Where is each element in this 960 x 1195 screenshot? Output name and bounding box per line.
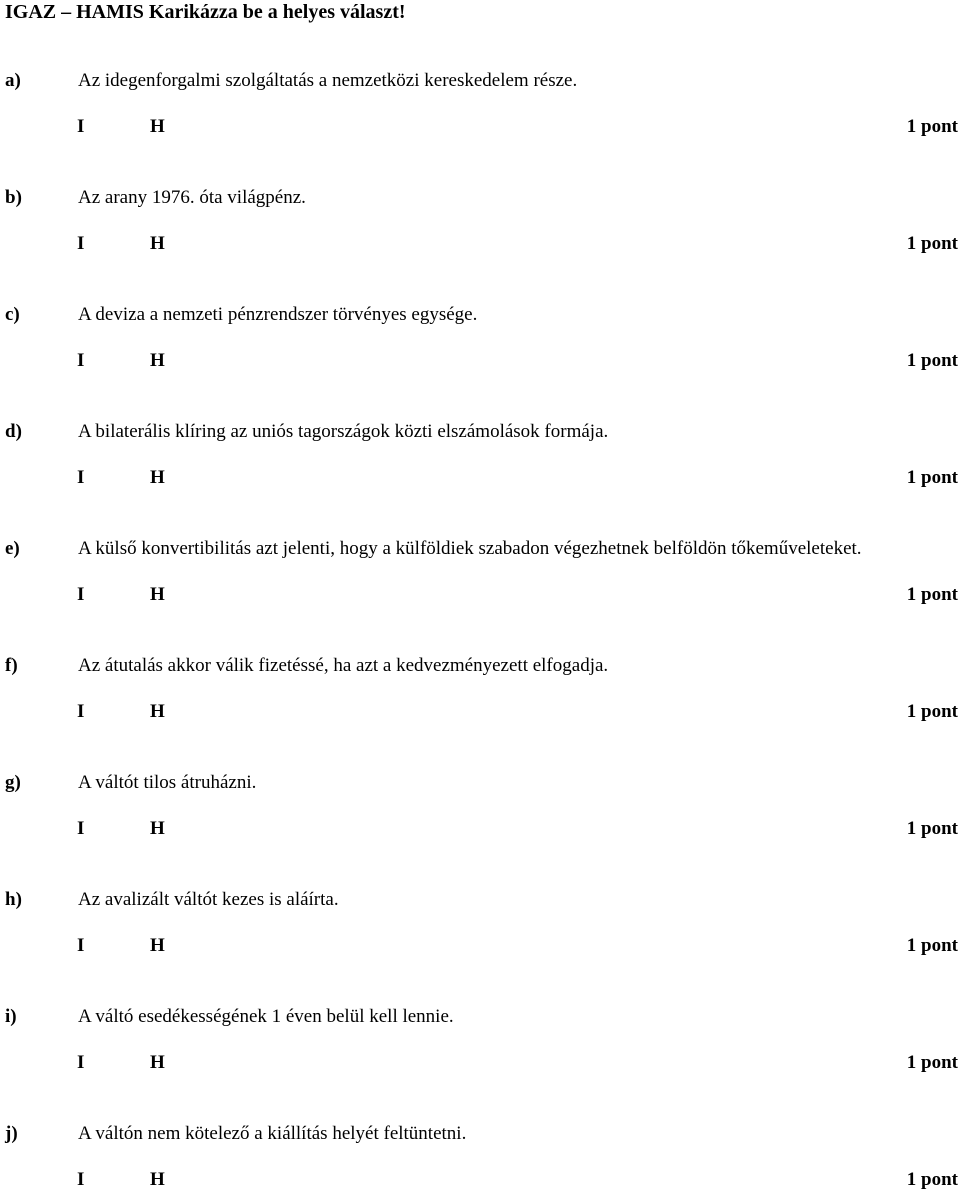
- question-text: Az arany 1976. óta világpénz.: [78, 187, 306, 208]
- option-true[interactable]: I: [77, 1169, 85, 1190]
- question-text: A bilaterális klíring az uniós tagországok közti elszámolások formája.: [78, 421, 609, 442]
- option-false[interactable]: H: [150, 467, 165, 488]
- question-a: [0, 69, 960, 187]
- option-true[interactable]: I: [77, 818, 85, 839]
- points-label: 1 pont: [906, 1169, 958, 1190]
- option-false[interactable]: H: [150, 1052, 165, 1073]
- option-false[interactable]: H: [150, 818, 165, 839]
- question-f: [0, 654, 960, 772]
- question-e: [0, 537, 960, 655]
- option-false[interactable]: H: [150, 116, 165, 137]
- points-label: 1 pont: [906, 350, 958, 371]
- points-label: 1 pont: [906, 1052, 958, 1073]
- question-letter: e): [5, 538, 20, 559]
- question-text: Az avalizált váltót kezes is aláírta.: [78, 889, 339, 910]
- question-letter: b): [5, 187, 22, 208]
- question-text: A váltót tilos átruházni.: [78, 772, 257, 793]
- question-text: A deviza a nemzeti pénzrendszer törvényes egysége.: [78, 304, 478, 325]
- question-j: [0, 1122, 960, 1194]
- question-letter: f): [5, 655, 18, 676]
- question-text: A váltón nem kötelező a kiállítás helyét feltüntetni.: [78, 1123, 467, 1144]
- option-false[interactable]: H: [150, 584, 165, 605]
- option-true[interactable]: I: [77, 935, 85, 956]
- question-letter: j): [5, 1123, 18, 1144]
- question-letter: a): [5, 70, 21, 91]
- points-label: 1 pont: [906, 233, 958, 254]
- option-true[interactable]: I: [77, 701, 85, 722]
- question-g: [0, 771, 960, 889]
- option-true[interactable]: I: [77, 233, 85, 254]
- question-d: [0, 420, 960, 538]
- question-c: [0, 303, 960, 421]
- option-false[interactable]: H: [150, 350, 165, 371]
- question-text: A külső konvertibilitás azt jelenti, hogy a külföldiek szabadon végezhetnek belföldön tőkeműveleteket.: [78, 538, 862, 559]
- option-false[interactable]: H: [150, 701, 165, 722]
- question-letter: g): [5, 772, 21, 793]
- question-text: Az átutalás akkor válik fizetéssé, ha azt a kedvezményezett elfogadja.: [78, 655, 609, 676]
- question-text: Az idegenforgalmi szolgáltatás a nemzetközi kereskedelem része.: [78, 70, 578, 91]
- question-h: [0, 888, 960, 1006]
- option-true[interactable]: I: [77, 1052, 85, 1073]
- option-true[interactable]: I: [77, 467, 85, 488]
- option-false[interactable]: H: [150, 935, 165, 956]
- option-true[interactable]: I: [77, 584, 85, 605]
- points-label: 1 pont: [906, 935, 958, 956]
- option-false[interactable]: H: [150, 1169, 165, 1190]
- question-letter: h): [5, 889, 22, 910]
- question-letter: i): [5, 1006, 17, 1027]
- option-true[interactable]: I: [77, 116, 85, 137]
- option-true[interactable]: I: [77, 350, 85, 371]
- question-b: [0, 186, 960, 304]
- question-letter: d): [5, 421, 22, 442]
- points-label: 1 pont: [906, 701, 958, 722]
- question-text: A váltó esedékességének 1 éven belül kell lennie.: [78, 1006, 454, 1027]
- points-label: 1 pont: [906, 584, 958, 605]
- question-letter: c): [5, 304, 20, 325]
- points-label: 1 pont: [906, 467, 958, 488]
- option-false[interactable]: H: [150, 233, 165, 254]
- points-label: 1 pont: [906, 116, 958, 137]
- page-title: IGAZ – HAMIS Karikázza be a helyes választ!: [5, 1, 406, 23]
- question-i: [0, 1005, 960, 1123]
- points-label: 1 pont: [906, 818, 958, 839]
